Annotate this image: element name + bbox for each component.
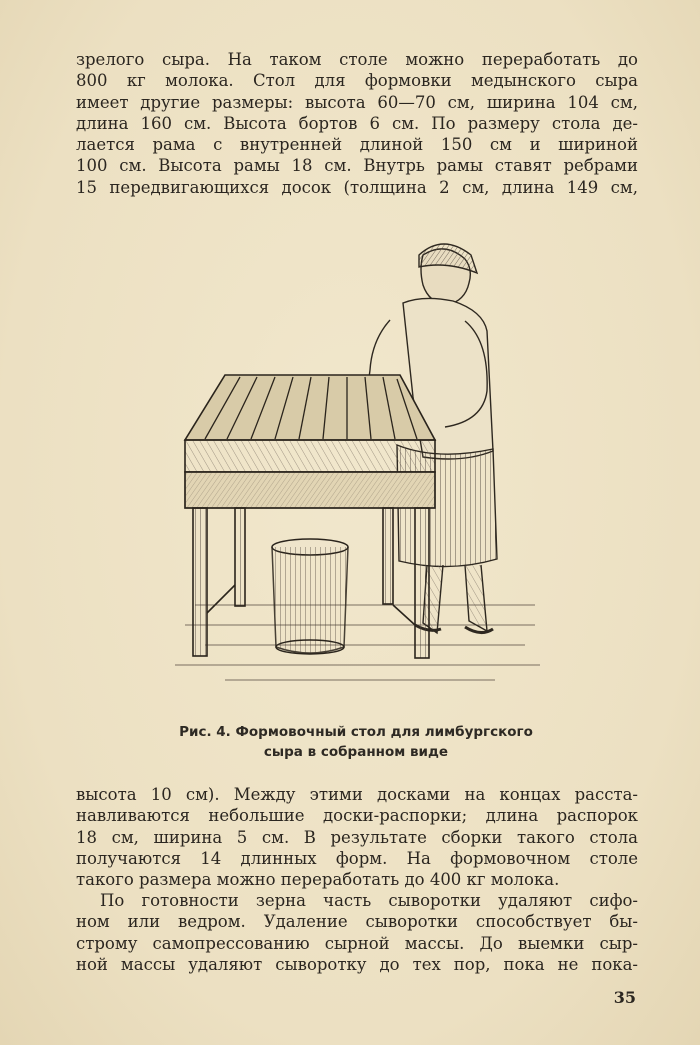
caption-line: сыра в собранном виде xyxy=(263,744,449,760)
text-line: зрелого сыра. На таком столе можно переработать до xyxy=(76,50,638,69)
text-line: получаются 14 длинных форм. На формовочном столе xyxy=(76,848,638,868)
page-number: 35 xyxy=(613,988,636,1007)
text-line: высота 10 см). Между этими досками на концах расста- xyxy=(76,785,638,804)
paragraph-next xyxy=(76,890,638,975)
paragraph-top xyxy=(76,49,638,198)
text-line: ной массы удаляют сыворотку до тех пор, пока не пока- xyxy=(76,954,638,974)
text-line: такого размера можно переработать до 400 кг молока. xyxy=(76,870,560,890)
text-line: длина 160 см. Высота бортов 6 см. По размеру стола де- xyxy=(76,113,638,133)
bucket xyxy=(272,539,348,654)
text-line: строму самопрессованию сырной массы. До выемки сыр- xyxy=(76,933,638,953)
text-line: имеет другие размеры: высота 60—70 см, ширина 104 см, xyxy=(76,92,638,112)
text-line: ном или ведром. Удаление сыворотки способствует бы- xyxy=(76,912,638,932)
text-line: 15 передвигающихся досок (толщина 2 см, длина 149 см, xyxy=(76,177,638,197)
text-line: 800 кг молока. Стол для формовки медынского сыра xyxy=(76,71,638,91)
text-line: 100 см. Высота рамы 18 см. Внутрь рамы ставят ребрами xyxy=(76,156,638,176)
figure-caption xyxy=(130,722,582,762)
illustration-cheese-molding-table xyxy=(165,225,545,695)
text-line: лается рама с внутренней длиной 150 см и шириной xyxy=(76,135,638,155)
text-line: По готовности зерна часть сыворотки удаляют сифо- xyxy=(100,891,638,910)
caption-line: Рис. 4. Формовочный стол для лимбургского xyxy=(179,724,533,740)
text-line: 18 см, ширина 5 см. В результате сборки такого стола xyxy=(76,827,638,847)
text-line: навливаются небольшие доски-распорки; длина распорок xyxy=(76,806,638,826)
paragraph-bottom xyxy=(76,784,638,890)
